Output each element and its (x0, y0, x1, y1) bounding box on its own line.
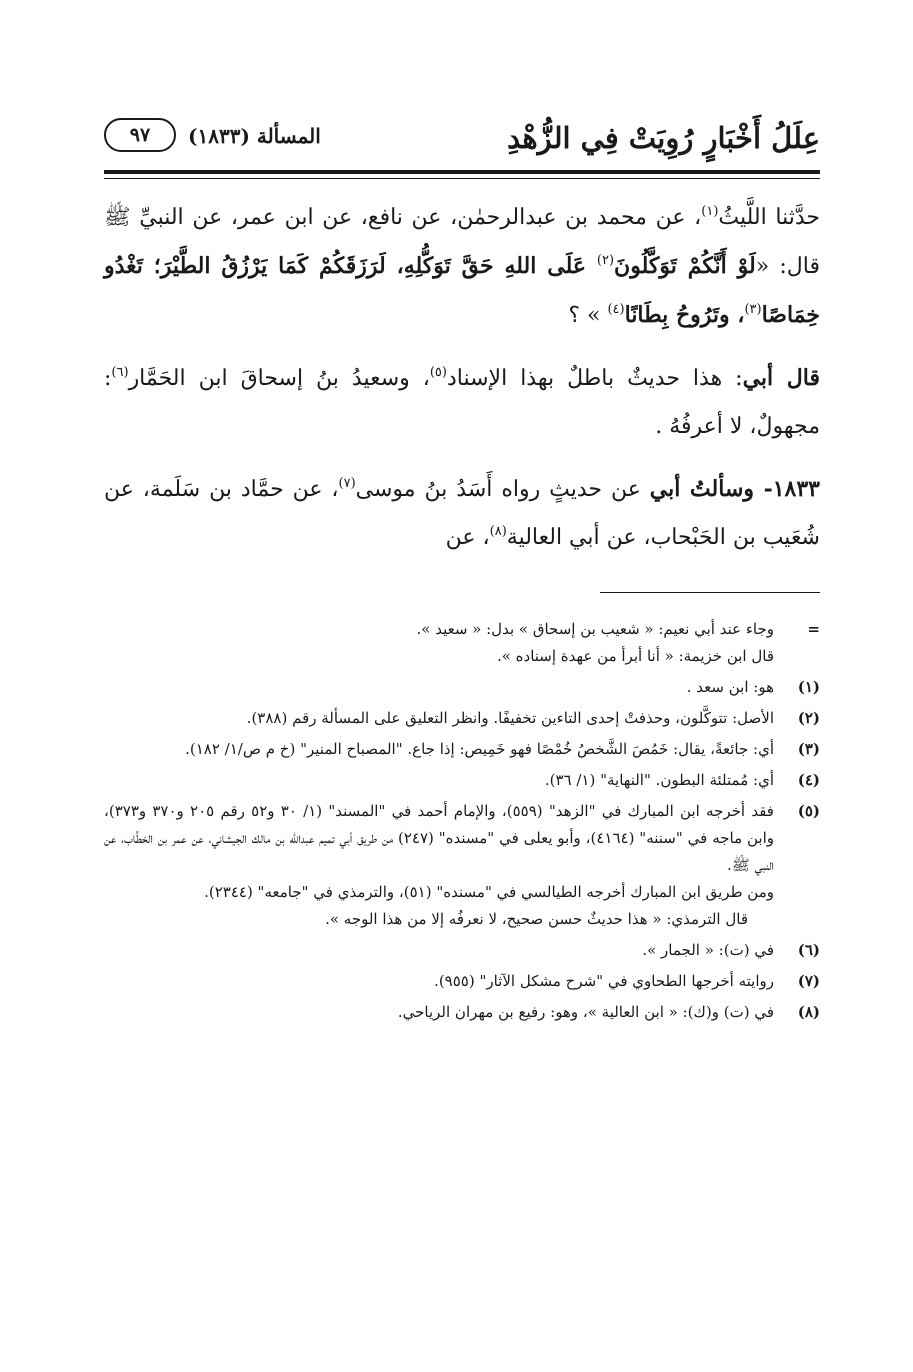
footnote-ref-1[interactable]: (١) (701, 204, 719, 219)
footnote-text: هو: ابن سعد . (686, 678, 774, 696)
footnote-mark: (٤) (797, 771, 820, 789)
footnote-ref-3[interactable]: (٣) (744, 302, 762, 317)
text-run: حدَّثنا اللَّيثُ (718, 205, 820, 230)
footnote-ref-5[interactable]: (٥) (429, 365, 447, 380)
footnote-3 (104, 736, 820, 763)
paragraph-issue (104, 465, 820, 562)
text-run: عن حديثٍ رواه أَسَدُ بنُ موسى (355, 477, 650, 502)
footnote-text: ومن طريق ابن المبارك أخرجه الطيالسي في "مسنده" (٥١)، والترمذي في "جامعه" (٢٣٤٤). (204, 883, 774, 901)
hadith-text: ، وتَرُوحُ بِطَانًا (624, 302, 745, 328)
footnote-text: في (ت) و(ك): « ابن العالية »، وهو: رفيع بن مهران الرياحي. (397, 1003, 774, 1021)
footnote-5 (104, 798, 820, 933)
footnote-text: روايته أخرجها الطحاوي في "شرح مشكل الآثار" (٩٥٥). (434, 972, 774, 990)
footnote-mark: (٧) (797, 972, 820, 990)
paragraph-comment (104, 354, 820, 451)
text-run: ، وسعيدُ بنُ إسحاقَ ابن الحَمَّار (128, 366, 430, 391)
footnote-text: أي: جائعةً، يقال: خَمُصَ الشَّخصُ خُمْصًا فهو خَمِيص: إذا جاع. "المصباح المنير" (خ م ص/١/ ١٨٢). (185, 740, 774, 758)
footnote-text: في (ت): « الجمار ». (642, 941, 774, 959)
footnote-text: قال ابن خزيمة: « أنا أبرأ من عهدة إسناده ». (496, 647, 774, 665)
footnote-text: وجاء عند أبي نعيم: « شعيب بن إسحاق » بدل: « سعيد ». (416, 620, 774, 638)
header-rule-thin (104, 178, 820, 179)
footnotes (104, 616, 820, 1030)
footnote-continuation (104, 616, 820, 670)
text-run: : مجهولٌ، لا أعرفُهُ . (104, 366, 820, 439)
running-header (104, 108, 820, 168)
footnote-text: الأصل: تتوكَّلون، وحذفتْ إحدى التاءين تخفيفًا. وانظر التعليق على المسألة رقم (٣٨٨). (246, 709, 774, 727)
hadith-text: لَوْ أَنَّكُمْ تَوَكَّلُونَ (614, 253, 756, 279)
footnote-8 (104, 999, 820, 1026)
footnote-2 (104, 705, 820, 732)
text-run: » ؟ (568, 303, 608, 328)
footnote-ref-7[interactable]: (٧) (338, 476, 356, 491)
speaker-label: قال أبي (742, 365, 820, 391)
footnote-mark: (٦) (797, 941, 820, 959)
footnote-mark: = (807, 620, 820, 638)
footnote-mark: (٣) (797, 740, 820, 758)
footnote-ref-2[interactable]: (٢) (596, 253, 615, 268)
main-text (104, 194, 820, 562)
footnote-6 (104, 937, 820, 964)
page-number: ٩٧ (104, 118, 176, 152)
footnote-mark: (٨) (797, 1003, 820, 1021)
footnote-mark: (٢) (797, 709, 820, 727)
book-title: عِلَلُ أَخْبَارٍ رُوِيَتْ فِي الزُّهْدِ (507, 121, 820, 155)
header-rule-thick (104, 170, 820, 174)
footnote-mark: (١) (797, 678, 820, 696)
text-run: ، عن محمد بن عبدالرحمٰن، عن نافع، عن ابن عمر، عن النبيِّ ﷺ قال: « (104, 205, 820, 279)
paragraph-hadith (104, 194, 820, 340)
footnote-1 (104, 674, 820, 701)
text-run: ، عن (445, 525, 490, 550)
footnote-mark: (٥) (797, 802, 820, 820)
footnote-ref-6[interactable]: (٦) (111, 365, 129, 380)
footnote-ref-4[interactable]: (٤) (607, 302, 625, 317)
footnote-separator (600, 592, 820, 593)
footnote-4 (104, 767, 820, 794)
text-run: ، عن حمَّاد بن سَلَمة، عن شُعَيب بن الحَبْحاب، عن أبي العالية (104, 477, 820, 550)
footnote-text: قال الترمذي: « هذا حديثٌ حسن صحيح، لا نعرفُه إلا من هذا الوجه ». (325, 910, 748, 928)
issue-label: المسألة (١٨٣٣) (188, 124, 321, 148)
text-run: : هذا حديثٌ باطلٌ بهذا الإسناد (446, 366, 743, 391)
issue-heading: ١٨٣٣- وسألتُ أبي (649, 476, 820, 502)
footnote-ref-8[interactable]: (٨) (489, 524, 507, 539)
hadith-text: عَلَى اللهِ حَقَّ تَوَكُّلِهِ، لَرَزَقَكُمْ كَمَا يَرْزُقُ الطَّيْرَ؛ تَغْدُو خِمَاصًا (104, 253, 820, 328)
footnote-7 (104, 968, 820, 995)
footnote-text: فقد أخرجه ابن المبارك في "الزهد" (٥٥٩)، والإمام أحمد في "المسند" (١/ ٣٠ و٥٢ رقم ٢٠٥ و٣٧٠ و٣٧٣)، وابن ماجه في "سننه" (٤١٦٤)، وأبو يعلى في "مسنده" (٢٤٧) من طريق أبي تميم عبدالله بن مالك الجيشاني، عن عمر بن الخطَّاب، عن النبي ﷺ. (104, 802, 775, 874)
footnote-text: أي: مُمتلئة البطون. "النهاية" (١/ ٣٦). (544, 771, 774, 789)
